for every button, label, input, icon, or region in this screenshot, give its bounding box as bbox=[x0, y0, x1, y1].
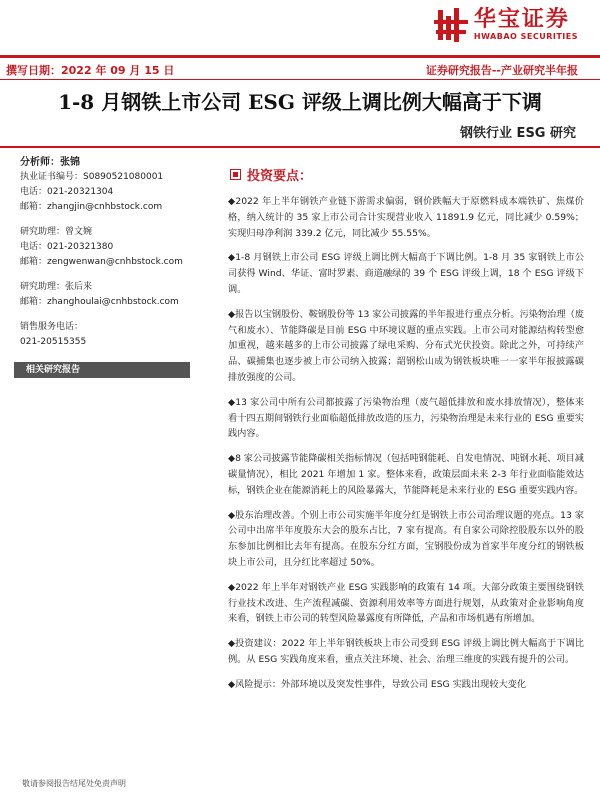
point-item: ◆13 家公司中所有公司都披露了污染物治理（废气超低排放和废水排放情况），整体来看十四五期间钢铁行业面临超低排放改造的压力，污染物治理是未来行业的 ESG 重要实践内容。 bbox=[228, 396, 584, 440]
analyst-zhangjin bbox=[0, 155, 190, 215]
analyst-sidebar bbox=[0, 155, 190, 378]
point-item: ◆股东治理改善。个别上市公司实施半年度分红是钢铁上市公司治理议题的亮点。13 家公司中出席半年度股东大会的股东占比，7 家有提高。有自家公司除控股股东以外的股东参加比例相比去年有提高。在股东分红方面，宝钢股份成为首家半年度分红的钢铁板块上市公司，且分红比率超过 50%。 bbox=[228, 509, 584, 568]
sales-contact bbox=[0, 320, 190, 350]
points-title: 投资要点： bbox=[247, 169, 313, 184]
assistant-role: 研究助理：曾文婉 bbox=[20, 227, 93, 237]
header-divider-bottom bbox=[0, 79, 600, 80]
header-divider-top bbox=[0, 55, 600, 58]
date-row bbox=[0, 60, 600, 78]
related-reports-header: 相关研究报告 bbox=[14, 362, 190, 378]
disclaimer-note: 敬请参阅报告结尾处免责声明 bbox=[22, 779, 126, 788]
assistant-zhanghoulai bbox=[0, 280, 190, 310]
point-item: ◆2022 年上半年钢铁产业链下游需求偏弱，钢价跌幅大于原燃料成本端铁矿、焦煤价格，纳入统计的 35 家上市公司合计实现营业收入 11891.9 亿元，同比减少 0.59%；实现归母净利润 339.2 亿元，同比减少 55.55%。 bbox=[228, 196, 584, 239]
point-item: ◆2022 年上半年对钢铁产业 ESG 实践影响的政策有 14 项。大部分政策主要围绕钢铁行业技术改进、生产流程减碳、资源利用效率等方面进行规划，从政策对企业影响角度来看，钢铁上市公司的转型风险暴露度有所降低，产品和市场机遇有所增加。 bbox=[228, 581, 584, 625]
page-subtitle: 钢铁行业 ESG 研究 bbox=[460, 126, 576, 141]
assistant-email[interactable]: 邮箱：zhanghoulai@cnhbstock.com bbox=[20, 297, 179, 307]
analyst-phone: 电话：021-20321304 bbox=[20, 187, 114, 197]
report-header bbox=[0, 0, 600, 52]
point-item: ◆投资建议：2022 年上半年钢铁板块上市公司受到 ESG 评级上调比例大幅高于下调比例。从 ESG 实践角度来看，重点关注环境、社会、治理三维度的实践有提升的公司。 bbox=[228, 638, 584, 665]
analyst-role: 分析师：张锦 bbox=[20, 157, 80, 168]
assistant-email[interactable]: 邮箱：zengwenwan@cnhbstock.com bbox=[20, 257, 183, 267]
report-date: 撰写日期：2022 年 09 月 15 日 bbox=[6, 64, 175, 77]
page-title: 1-8 月钢铁上市公司 ESG 评级上调比例大幅高于下调 bbox=[58, 90, 542, 114]
point-item: ◆1-8 月钢铁上市公司 ESG 评级上调比例大幅高于下调比例。1-8 月 35 家钢铁上市公司获得 Wind、华证、富时罗素、商道融绿的 39 个 ESG 评级上调，18 个 ESG 评级下调。 bbox=[228, 252, 584, 295]
sales-label: 销售服务电话： bbox=[20, 322, 84, 332]
investment-points bbox=[228, 165, 584, 702]
logo-english-name: HWABAO SECURITIES bbox=[473, 32, 578, 41]
sales-phone: 021-20515355 bbox=[20, 337, 87, 347]
report-type: 证券研究报告--产业研究半年报 bbox=[425, 64, 578, 77]
title-divider bbox=[0, 146, 600, 148]
assistant-phone: 电话：021-20321380 bbox=[20, 242, 114, 252]
analyst-cert: 执业证书编号：S0890521080001 bbox=[20, 172, 164, 182]
point-item: ◆8 家公司披露节能降碳相关指标情况（包括吨钢能耗、自发电情况、吨钢水耗、项目减碳量情况），相比 2021 年增加 1 家。整体来看，政策层面未来 2-3 年行业面临能效达标，钢铁企业在能源消耗上的风险暴露大，节能降耗是未来行业的 ESG 重要实践内容。 bbox=[228, 453, 584, 496]
section-marker-icon bbox=[230, 169, 241, 180]
point-item: ◆报告以宝钢股份、鞍钢股份等 13 家公司披露的半年报进行重点分析。污染物治理（废气和废水）、节能降碳是目前 ESG 中环境议题的重点实践。上市公司对能源结构转型愈加重视，越来越多的上市公司披露了绿电采购、分布式光伏投资。除此之外，可持续产品、碳捕集也逐步被上市公司纳入披露；韶钢松山成为钢铁板块唯一一家半年报披露碳排放强度的公司。 bbox=[228, 308, 584, 383]
assistant-zengwenwan bbox=[0, 225, 190, 270]
assistant-role: 研究助理：张后来 bbox=[20, 282, 93, 292]
analyst-email[interactable]: 邮箱：zhangjin@cnhbstock.com bbox=[20, 202, 163, 212]
logo-mark-icon bbox=[434, 8, 468, 42]
logo-chinese-name: 华宝证券 bbox=[473, 7, 570, 32]
company-logo bbox=[434, 8, 578, 42]
point-item: ◆风险提示：外部环境以及突发性事件，导致公司 ESG 实践出现较大变化 bbox=[228, 678, 527, 690]
points-header bbox=[228, 165, 584, 184]
